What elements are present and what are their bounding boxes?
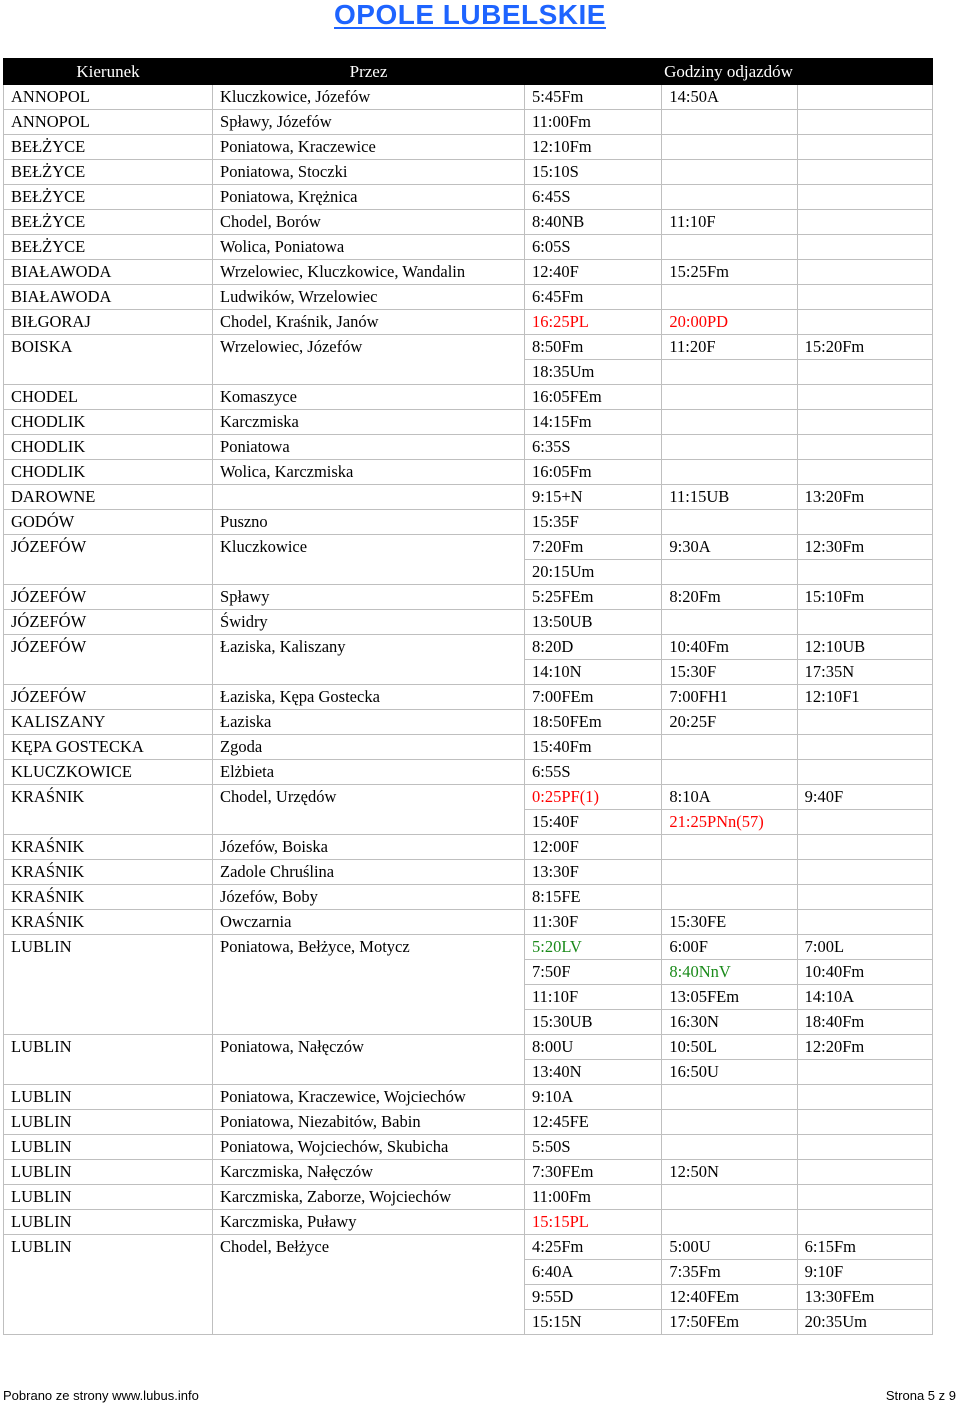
- time-cell: 12:50N: [662, 1160, 797, 1185]
- table-row: [4, 835, 933, 860]
- time-cell: [797, 385, 932, 410]
- via-cell: Wrzelowiec, Józefów: [213, 335, 525, 385]
- time-cell: 11:10F: [662, 210, 797, 235]
- time-cell: [797, 610, 932, 635]
- direction-cell: BIAŁAWODA: [4, 285, 213, 310]
- direction-cell: JÓZEFÓW: [4, 635, 213, 685]
- time-cell: [797, 1060, 932, 1085]
- time-cell: 17:50FEm: [662, 1310, 797, 1335]
- time-cell: [797, 835, 932, 860]
- time-cell: [662, 160, 797, 185]
- time-cell: 11:15UB: [662, 485, 797, 510]
- time-cell: [797, 285, 932, 310]
- time-cell: 8:50Fm: [525, 335, 662, 360]
- time-cell: 12:10UB: [797, 635, 932, 660]
- time-cell: [797, 435, 932, 460]
- via-cell: Karczmiska: [213, 410, 525, 435]
- time-cell: 16:05FEm: [525, 385, 662, 410]
- time-cell: 8:40NnV: [662, 960, 797, 985]
- time-cell: [662, 460, 797, 485]
- time-cell: 9:10F: [797, 1260, 932, 1285]
- table-row: [4, 710, 933, 735]
- via-cell: Chodel, Borów: [213, 210, 525, 235]
- time-cell: 11:00Fm: [525, 110, 662, 135]
- time-cell: 13:05FEm: [662, 985, 797, 1010]
- via-cell: Karczmiska, Nałęczów: [213, 1160, 525, 1185]
- direction-cell: CHODLIK: [4, 435, 213, 460]
- time-cell: 20:35Um: [797, 1310, 932, 1335]
- time-cell: 15:20Fm: [797, 335, 932, 360]
- page-title: OPOLE LUBELSKIE: [334, 0, 606, 30]
- time-cell: [662, 610, 797, 635]
- time-cell: 18:40Fm: [797, 1010, 932, 1035]
- table-row: [4, 1235, 933, 1260]
- time-cell: [662, 885, 797, 910]
- time-cell: 12:40F: [525, 260, 662, 285]
- time-cell: 11:20F: [662, 335, 797, 360]
- via-cell: Wolica, Karczmiska: [213, 460, 525, 485]
- direction-cell: CHODLIK: [4, 410, 213, 435]
- table-row: [4, 385, 933, 410]
- time-cell: [662, 1085, 797, 1110]
- table-row: [4, 85, 933, 110]
- time-cell: 7:20Fm: [525, 535, 662, 560]
- via-cell: Owczarnia: [213, 910, 525, 935]
- time-cell: [797, 410, 932, 435]
- header-via: Przez: [213, 59, 525, 85]
- time-cell: 5:00U: [662, 1235, 797, 1260]
- direction-cell: KRAŚNIK: [4, 910, 213, 935]
- time-cell: [662, 835, 797, 860]
- time-cell: 18:50FEm: [525, 710, 662, 735]
- time-cell: 6:15Fm: [797, 1235, 932, 1260]
- table-header: [4, 59, 933, 85]
- table-row: [4, 860, 933, 885]
- time-cell: [662, 135, 797, 160]
- time-cell: 15:35F: [525, 510, 662, 535]
- time-cell: 6:45Fm: [525, 285, 662, 310]
- time-cell: 10:50L: [662, 1035, 797, 1060]
- time-cell: 6:05S: [525, 235, 662, 260]
- via-cell: Chodel, Kraśnik, Janów: [213, 310, 525, 335]
- time-cell: 15:30F: [662, 660, 797, 685]
- direction-cell: JÓZEFÓW: [4, 685, 213, 710]
- table-row: [4, 285, 933, 310]
- time-cell: 15:15PL: [525, 1210, 662, 1235]
- via-cell: Łaziska, Kaliszany: [213, 635, 525, 685]
- via-cell: Zadole Chruślina: [213, 860, 525, 885]
- table-row: [4, 1035, 933, 1060]
- time-cell: [797, 1185, 932, 1210]
- via-cell: Poniatowa, Niezabitów, Babin: [213, 1110, 525, 1135]
- time-cell: [662, 235, 797, 260]
- time-cell: [662, 410, 797, 435]
- table-row: [4, 1110, 933, 1135]
- direction-cell: KRAŚNIK: [4, 860, 213, 885]
- time-cell: 5:25FEm: [525, 585, 662, 610]
- time-cell: [797, 735, 932, 760]
- table-row: [4, 610, 933, 635]
- direction-cell: LUBLIN: [4, 1085, 213, 1110]
- table-row: [4, 110, 933, 135]
- table-row: [4, 785, 933, 810]
- table-row: [4, 1085, 933, 1110]
- time-cell: [797, 360, 932, 385]
- time-cell: 15:10Fm: [797, 585, 932, 610]
- direction-cell: JÓZEFÓW: [4, 535, 213, 585]
- time-cell: 12:30Fm: [797, 535, 932, 560]
- time-cell: 16:05Fm: [525, 460, 662, 485]
- time-cell: 6:00F: [662, 935, 797, 960]
- direction-cell: KLUCZKOWICE: [4, 760, 213, 785]
- direction-cell: CHODEL: [4, 385, 213, 410]
- via-cell: Ludwików, Wrzelowiec: [213, 285, 525, 310]
- direction-cell: KALISZANY: [4, 710, 213, 735]
- direction-cell: ANNOPOL: [4, 110, 213, 135]
- table-row: [4, 735, 933, 760]
- time-cell: 11:00Fm: [525, 1185, 662, 1210]
- time-cell: [797, 310, 932, 335]
- direction-cell: BIŁGORAJ: [4, 310, 213, 335]
- direction-cell: DAROWNE: [4, 485, 213, 510]
- table-row: [4, 510, 933, 535]
- table-row: [4, 310, 933, 335]
- time-cell: 13:20Fm: [797, 485, 932, 510]
- table-row: [4, 910, 933, 935]
- time-cell: 15:10S: [525, 160, 662, 185]
- via-cell: Poniatowa: [213, 435, 525, 460]
- direction-cell: LUBLIN: [4, 1035, 213, 1085]
- via-cell: Kluczkowice, Józefów: [213, 85, 525, 110]
- table-row: [4, 410, 933, 435]
- time-cell: [797, 210, 932, 235]
- time-cell: [662, 385, 797, 410]
- time-cell: [797, 1110, 932, 1135]
- time-cell: 15:25Fm: [662, 260, 797, 285]
- time-cell: [797, 1160, 932, 1185]
- table-row: [4, 1210, 933, 1235]
- time-cell: [797, 860, 932, 885]
- time-cell: [662, 1185, 797, 1210]
- time-cell: [662, 435, 797, 460]
- time-cell: 14:50A: [662, 85, 797, 110]
- time-cell: [797, 885, 932, 910]
- time-cell: 10:40Fm: [797, 960, 932, 985]
- table-body: [4, 85, 933, 1335]
- time-cell: [797, 510, 932, 535]
- direction-cell: ANNOPOL: [4, 85, 213, 110]
- time-cell: 14:10N: [525, 660, 662, 685]
- table-row: [4, 435, 933, 460]
- direction-cell: LUBLIN: [4, 935, 213, 1035]
- direction-cell: BOISKA: [4, 335, 213, 385]
- time-cell: 16:30N: [662, 1010, 797, 1035]
- time-cell: 13:30FEm: [797, 1285, 932, 1310]
- table-row: [4, 135, 933, 160]
- time-cell: 6:55S: [525, 760, 662, 785]
- direction-cell: JÓZEFÓW: [4, 610, 213, 635]
- time-cell: 7:00FH1: [662, 685, 797, 710]
- time-cell: 5:50S: [525, 1135, 662, 1160]
- via-cell: Poniatowa, Wojciechów, Skubicha: [213, 1135, 525, 1160]
- time-cell: [662, 185, 797, 210]
- schedule-table: [3, 58, 933, 1335]
- direction-cell: LUBLIN: [4, 1135, 213, 1160]
- time-cell: [797, 460, 932, 485]
- time-cell: [797, 1210, 932, 1235]
- time-cell: [797, 560, 932, 585]
- time-cell: 14:10A: [797, 985, 932, 1010]
- direction-cell: LUBLIN: [4, 1110, 213, 1135]
- time-cell: [797, 260, 932, 285]
- direction-cell: BIAŁAWODA: [4, 260, 213, 285]
- via-cell: Świdry: [213, 610, 525, 635]
- time-cell: [662, 735, 797, 760]
- via-cell: Łaziska, Kępa Gostecka: [213, 685, 525, 710]
- time-cell: 12:10Fm: [525, 135, 662, 160]
- time-cell: [662, 860, 797, 885]
- time-cell: 15:30UB: [525, 1010, 662, 1035]
- time-cell: 8:10A: [662, 785, 797, 810]
- direction-cell: CHODLIK: [4, 460, 213, 485]
- time-cell: 15:40Fm: [525, 735, 662, 760]
- time-cell: 7:00L: [797, 935, 932, 960]
- time-cell: 8:20D: [525, 635, 662, 660]
- time-cell: [797, 160, 932, 185]
- via-cell: Chodel, Urzędów: [213, 785, 525, 835]
- time-cell: [797, 1085, 932, 1110]
- direction-cell: BEŁŻYCE: [4, 135, 213, 160]
- time-cell: 8:40NB: [525, 210, 662, 235]
- time-cell: 13:50UB: [525, 610, 662, 635]
- direction-cell: KĘPA GOSTECKA: [4, 735, 213, 760]
- time-cell: 5:20LV: [525, 935, 662, 960]
- time-cell: [797, 135, 932, 160]
- table-row: [4, 460, 933, 485]
- via-cell: Spławy: [213, 585, 525, 610]
- time-cell: 9:10A: [525, 1085, 662, 1110]
- time-cell: 8:20Fm: [662, 585, 797, 610]
- time-cell: [662, 760, 797, 785]
- table-row: [4, 760, 933, 785]
- table-row: [4, 535, 933, 560]
- time-cell: [797, 760, 932, 785]
- time-cell: 12:10F1: [797, 685, 932, 710]
- via-cell: Poniatowa, Nałęczów: [213, 1035, 525, 1085]
- time-cell: 8:00U: [525, 1035, 662, 1060]
- direction-cell: KRAŚNIK: [4, 885, 213, 910]
- direction-cell: LUBLIN: [4, 1235, 213, 1335]
- via-cell: [213, 485, 525, 510]
- via-cell: Zgoda: [213, 735, 525, 760]
- time-cell: [662, 1110, 797, 1135]
- footer-source: Pobrano ze strony www.lubus.info: [3, 1388, 199, 1403]
- footer-page-number: Strona 5 z 9: [885, 1388, 956, 1403]
- time-cell: [662, 1210, 797, 1235]
- direction-cell: JÓZEFÓW: [4, 585, 213, 610]
- direction-cell: BEŁŻYCE: [4, 235, 213, 260]
- time-cell: 16:25PL: [525, 310, 662, 335]
- time-cell: 20:15Um: [525, 560, 662, 585]
- time-cell: 16:50U: [662, 1060, 797, 1085]
- time-cell: 7:35Fm: [662, 1260, 797, 1285]
- time-cell: 13:40N: [525, 1060, 662, 1085]
- table-row: [4, 1185, 933, 1210]
- time-cell: 5:45Fm: [525, 85, 662, 110]
- table-row: [4, 685, 933, 710]
- via-cell: Poniatowa, Kraczewice: [213, 135, 525, 160]
- time-cell: 10:40Fm: [662, 635, 797, 660]
- time-cell: [662, 360, 797, 385]
- time-cell: [797, 185, 932, 210]
- time-cell: 14:15Fm: [525, 410, 662, 435]
- direction-cell: BEŁŻYCE: [4, 210, 213, 235]
- time-cell: 12:40FEm: [662, 1285, 797, 1310]
- time-cell: 0:25PF(1): [525, 785, 662, 810]
- time-cell: 15:40F: [525, 810, 662, 835]
- table-row: [4, 260, 933, 285]
- via-cell: Karczmiska, Zaborze, Wojciechów: [213, 1185, 525, 1210]
- time-cell: 7:00FEm: [525, 685, 662, 710]
- table-row: [4, 885, 933, 910]
- table-row: [4, 585, 933, 610]
- time-cell: 9:15+N: [525, 485, 662, 510]
- time-cell: [662, 1135, 797, 1160]
- direction-cell: BEŁŻYCE: [4, 160, 213, 185]
- time-cell: [797, 810, 932, 835]
- time-cell: 4:25Fm: [525, 1235, 662, 1260]
- time-cell: [662, 510, 797, 535]
- table-row: [4, 210, 933, 235]
- via-cell: Poniatowa, Stoczki: [213, 160, 525, 185]
- table-row: [4, 1135, 933, 1160]
- time-cell: 12:00F: [525, 835, 662, 860]
- table-row: [4, 185, 933, 210]
- time-cell: 17:35N: [797, 660, 932, 685]
- time-cell: [662, 560, 797, 585]
- time-cell: 21:25PNn(57): [662, 810, 797, 835]
- table-row: [4, 485, 933, 510]
- via-cell: Józefów, Boiska: [213, 835, 525, 860]
- table-row: [4, 635, 933, 660]
- time-cell: 13:30F: [525, 860, 662, 885]
- via-cell: Chodel, Bełżyce: [213, 1235, 525, 1335]
- time-cell: 7:30FEm: [525, 1160, 662, 1185]
- time-cell: 15:30FE: [662, 910, 797, 935]
- via-cell: Łaziska: [213, 710, 525, 735]
- time-cell: 12:20Fm: [797, 1035, 932, 1060]
- time-cell: 9:40F: [797, 785, 932, 810]
- via-cell: Wrzelowiec, Kluczkowice, Wandalin: [213, 260, 525, 285]
- time-cell: [797, 85, 932, 110]
- time-cell: [797, 910, 932, 935]
- via-cell: Karczmiska, Puławy: [213, 1210, 525, 1235]
- time-cell: [797, 110, 932, 135]
- via-cell: Elżbieta: [213, 760, 525, 785]
- time-cell: 18:35Um: [525, 360, 662, 385]
- direction-cell: KRAŚNIK: [4, 785, 213, 835]
- time-cell: [797, 710, 932, 735]
- header-direction: Kierunek: [4, 59, 213, 85]
- header-departure-times: Godziny odjazdów: [525, 59, 933, 85]
- time-cell: 11:10F: [525, 985, 662, 1010]
- via-cell: Poniatowa, Bełżyce, Motycz: [213, 935, 525, 1035]
- time-cell: 9:30A: [662, 535, 797, 560]
- time-cell: 6:40A: [525, 1260, 662, 1285]
- time-cell: [797, 235, 932, 260]
- time-cell: [662, 110, 797, 135]
- direction-cell: KRAŚNIK: [4, 835, 213, 860]
- table-row: [4, 1160, 933, 1185]
- via-cell: Poniatowa, Kraczewice, Wojciechów: [213, 1085, 525, 1110]
- table-row: [4, 160, 933, 185]
- time-cell: 7:50F: [525, 960, 662, 985]
- via-cell: Komaszyce: [213, 385, 525, 410]
- via-cell: Wolica, Poniatowa: [213, 235, 525, 260]
- time-cell: 8:15FE: [525, 885, 662, 910]
- time-cell: 12:45FE: [525, 1110, 662, 1135]
- direction-cell: BEŁŻYCE: [4, 185, 213, 210]
- time-cell: [797, 1135, 932, 1160]
- via-cell: Spławy, Józefów: [213, 110, 525, 135]
- direction-cell: GODÓW: [4, 510, 213, 535]
- via-cell: Poniatowa, Krężnica: [213, 185, 525, 210]
- time-cell: 6:45S: [525, 185, 662, 210]
- table-row: [4, 335, 933, 360]
- via-cell: Puszno: [213, 510, 525, 535]
- time-cell: 9:55D: [525, 1285, 662, 1310]
- direction-cell: LUBLIN: [4, 1160, 213, 1185]
- via-cell: Kluczkowice: [213, 535, 525, 585]
- direction-cell: LUBLIN: [4, 1210, 213, 1235]
- table-row: [4, 235, 933, 260]
- time-cell: 20:25F: [662, 710, 797, 735]
- time-cell: 20:00PD: [662, 310, 797, 335]
- time-cell: 11:30F: [525, 910, 662, 935]
- time-cell: 15:15N: [525, 1310, 662, 1335]
- time-cell: [662, 285, 797, 310]
- direction-cell: LUBLIN: [4, 1185, 213, 1210]
- time-cell: 6:35S: [525, 435, 662, 460]
- via-cell: Józefów, Boby: [213, 885, 525, 910]
- table-row: [4, 935, 933, 960]
